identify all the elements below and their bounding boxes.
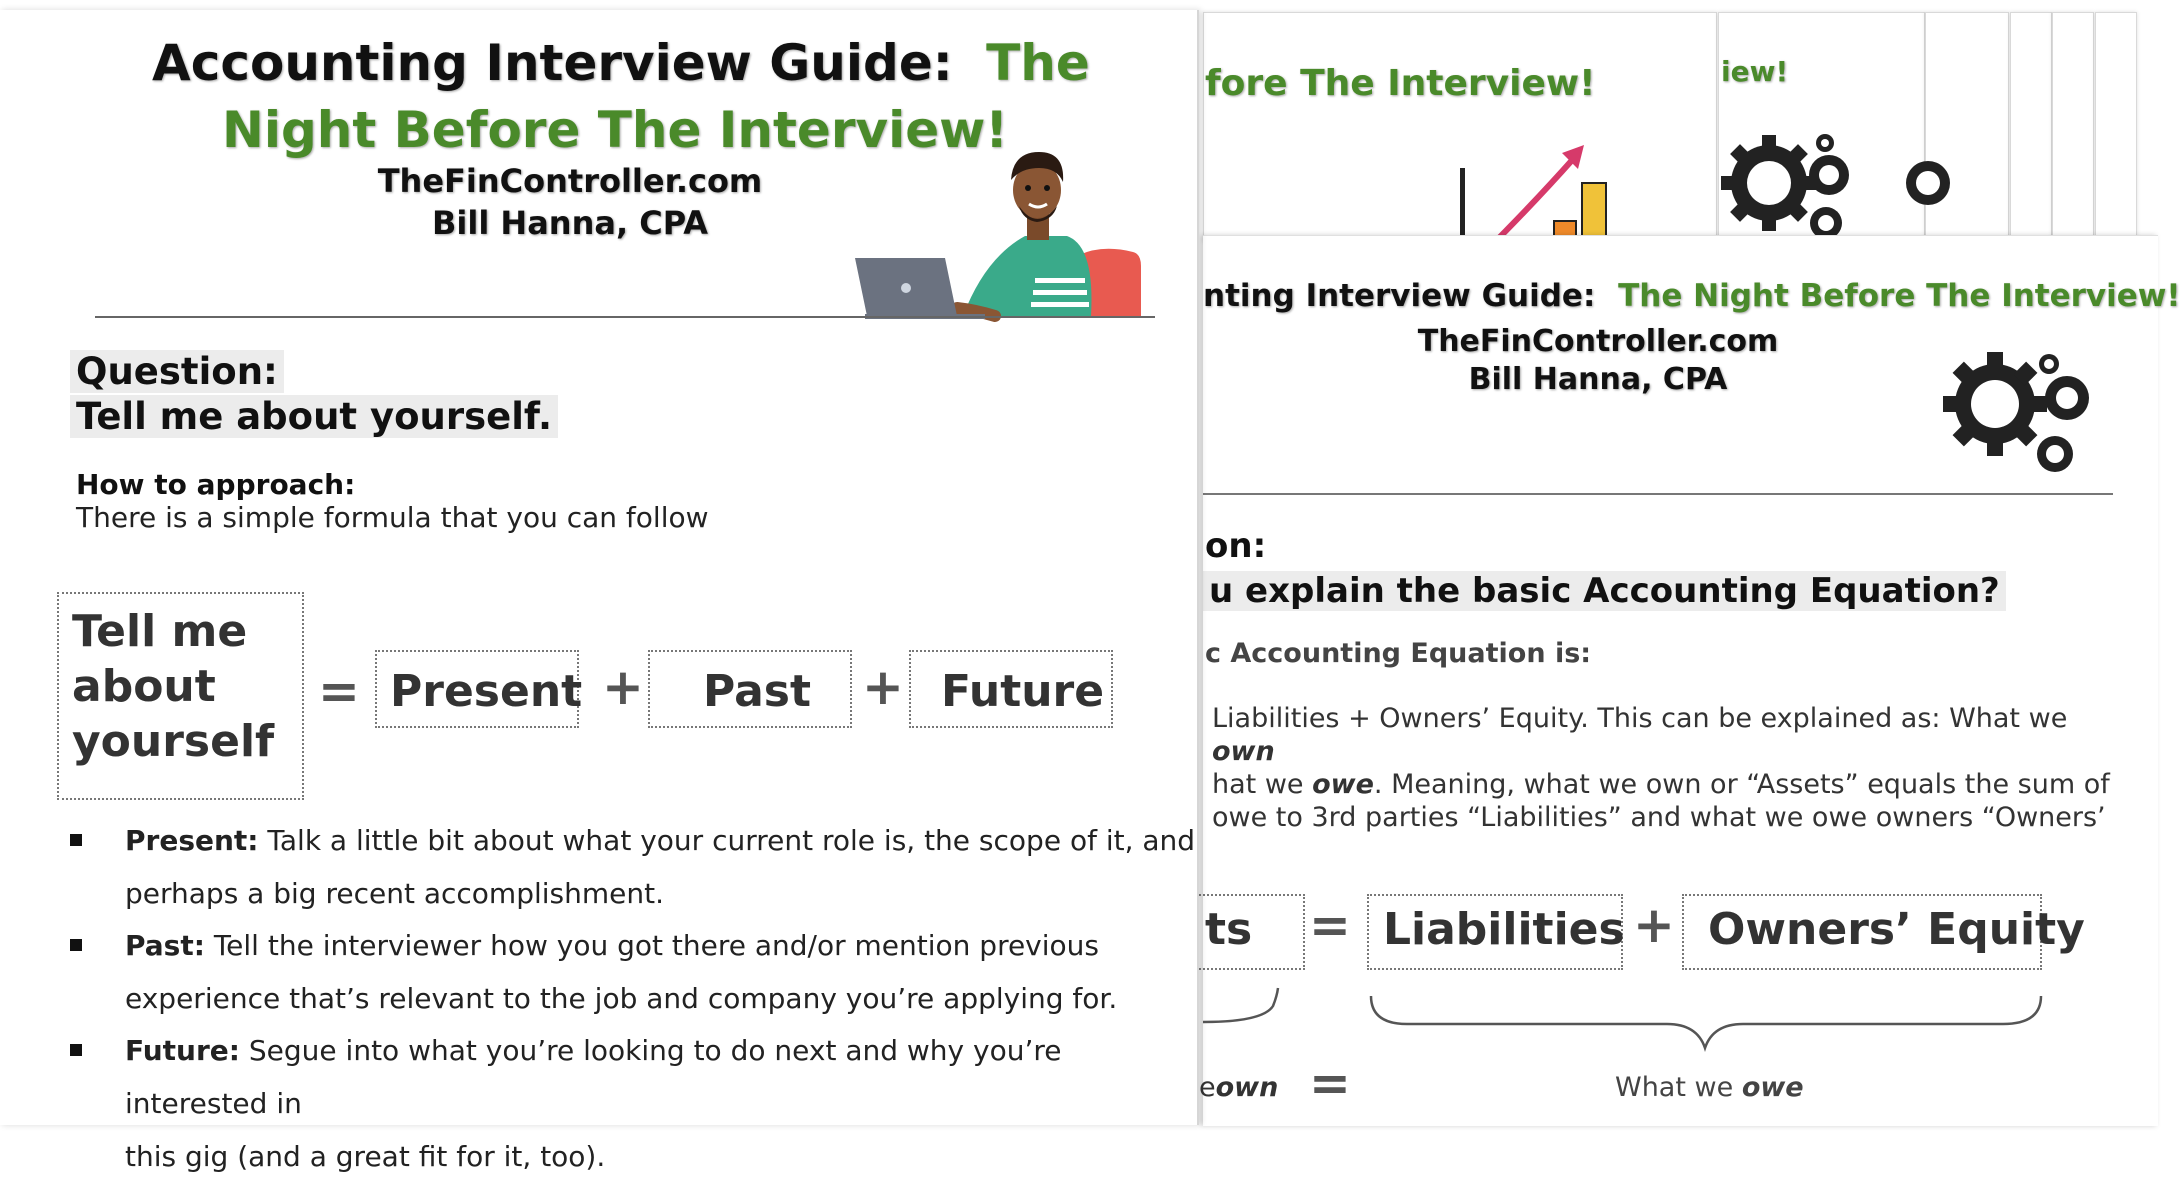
title-dark: Accounting Interview Guide: [152,34,953,92]
right-question-label: on: [1205,526,1267,566]
right-page-site: TheFinController.com [1417,324,1779,359]
stack-page-1 [1203,12,1717,242]
stack-page-4 [2010,12,2052,242]
left-plus-2: + [862,658,904,716]
person-laptop-illustration [845,140,1145,320]
right-question-text: u explain the basic Accounting Equation? [1203,571,2006,611]
past-box-text: Past [703,666,811,717]
approach-text: There is a simple formula that you can follow [76,501,709,534]
left-question-text: Tell me about yourself. [70,395,558,438]
right-paragraph-line-1: Liabilities + Owners’ Equity. This can be explained as: What we own [1212,703,2068,767]
liabilities-equity-brace [1367,996,2047,1056]
left-page-author: Bill Hanna, CPA [431,204,709,242]
right-paragraph-line-3: owe to 3rd parties “Liabilities” and what we owe owners “Owners’ [1212,802,2106,833]
assets-box-text: ts [1205,904,1253,955]
right-plus: + [1633,896,1675,954]
gears-icon [1943,348,2113,478]
approach-label: How to approach: [76,468,356,501]
right-page-title [1203,278,2181,314]
bullet-square [70,834,82,846]
stack-page-2-title: iew! [1721,55,1789,88]
right-equals: = [1309,896,1351,954]
tell-me-box-text: Tell me about yourself [72,606,275,767]
stack-page-1-title: fore The Interview! [1205,63,1596,104]
right-bottom-right: What we owe [1615,1072,1804,1103]
right-equation-intro: c Accounting Equation is: [1205,638,1592,669]
left-header-divider [95,316,1155,318]
left-page-title-line-1 [152,34,1090,92]
right-bottom-equals: = [1309,1054,1351,1112]
present-box-text: Present [390,666,583,717]
gears-icon [1906,141,1966,221]
left-page-site: TheFinController.com [377,162,763,200]
right-header-divider [1203,493,2113,495]
title-green-1: The [986,34,1090,92]
right-paragraph [1212,702,2112,834]
future-box-text: Future [941,666,1105,717]
stack-page-3 [1925,12,2009,242]
right-paragraph-line-2: hat we owe. Meaning, what we own or “Assets” equals the sum of [1212,769,2110,800]
left-plus-1: + [602,658,644,716]
stack-page-6 [2095,12,2137,242]
left-document-page: Accounting Interview Guide: The Night Before The Interview! TheFinController.com Bill Hanna, CPA Question: Tell me about yourself. How to approach: There is a simple formula that you can follow Tell me about yourself = Present + Past + Future Present: Talk a little bit about what your current role is, the scope of it, and perhaps a big recent accomplishment. Past: Tell the interviewer how you got there and/or mention previous experience that’s relevant to the job and company you’re applying for. Future: Segue into what you’re looking to do next and why you’re interested in this gig (and a great fit for it, too). [0,10,1199,1125]
right-document-page [1199,235,2181,1126]
left-equals: = [318,662,360,720]
stack-page-5 [2052,12,2094,242]
gears-icon [1721,123,1861,243]
right-page-author: Bill Hanna, CPA [1468,362,1728,397]
right-title-dark: nting Interview Guide: [1203,278,1596,314]
left-question-label: Question: [70,350,284,393]
owners-equity-box-text: Owners’ Equity [1708,904,2085,955]
liabilities-box-text: Liabilities [1383,904,1625,955]
stack-page-2 [1718,12,1925,242]
right-title-green: The Night Before The Interview! [1618,278,2181,314]
bullet-square [70,939,82,951]
right-bottom-left: eown [1199,1072,1279,1103]
left-page-title-line-2: Night Before The Interview! [222,101,1009,159]
bullet-square [70,1044,82,1056]
assets-brace [1203,988,1293,1028]
